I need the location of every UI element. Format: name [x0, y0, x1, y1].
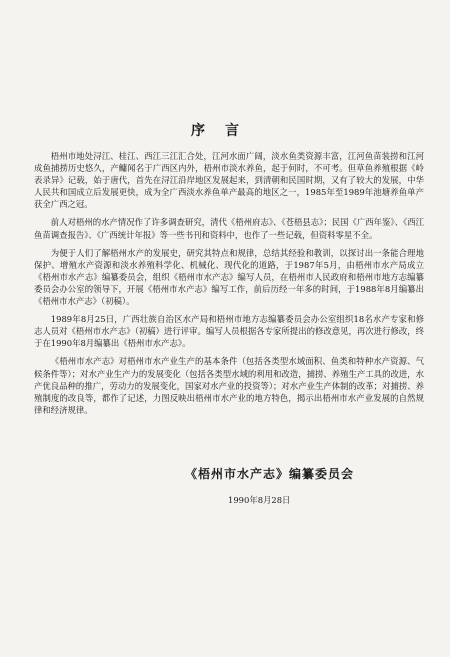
paragraph: 《梧州市水产志》对梧州市水产业生产的基本条件（包括各类型水域面积、鱼类和特种水产资源、气候条件等）；对水产业生产力的发展变化（包括各类型水域的利用和改造，捕捞、养殖生产工具的改进，水产优良品种的推广，劳动力的发展变化，国家对水产业的投资等）；对水产业生产体制的改革；对捕捞、养殖制度的改良等，都作了记述，力图反映出梧州市水产业的地方特色，揭示出梧州市水产业发展的自然规律和经济规律。: [34, 356, 424, 415]
date: 1990年8月28日: [228, 495, 291, 505]
paragraph: 前人对梧州的水产情况作了许多调查研究，清代《梧州府志》、《苍梧县志》；民国《广西年鉴》、《西江鱼苗调查报告》、《广西统计年报》等一些书刊和资料中，也作了一些记载，但资料零星不全。: [34, 217, 424, 240]
preface-body: [34, 150, 424, 422]
page-title: 序言: [191, 123, 259, 139]
paragraph: 1989年8月25日，广西壮族自治区水产局和梧州市地方志编纂委员会办公室组织18名水产专家和修志人员对《梧州市水产志》（初稿）进行评审。编写人员根据各专家所提出的修改意见，再次进行修改，终于在1990年8月编纂出《梧州市水产志》。: [34, 314, 424, 349]
signature: 《梧州市水产志》编纂委员会: [185, 467, 355, 481]
paragraph: 为便于人们了解梧州水产的发展史，研究其特点和规律，总结其经验和教训，以探讨出一条能合理地保护、增殖水产资源和淡水养殖科学化、机械化、现代化的道路，于1987年5月，由梧州市水产局成立《梧州市水产志》编纂委员会，组织《梧州市水产志》编写人员，在梧州市人民政府和梧州市地方志编纂委员会办公室的领导下，开展《梧州市水产志》编写工作，前后历经一年多的时间，于1988年8月编纂出《梧州市水产志》（初稿）。: [34, 247, 424, 307]
paragraph: 梧州市地处浔江、桂江、西江三江汇合处，江河水面广阔，淡水鱼类资源丰富，江河鱼苗装捞和江河成鱼捕捞历史悠久，产鳙闻名于广西区内外，梧州市淡水养鱼，起于何时，不可考。但草鱼养殖根据《岭表录异》记载，始于唐代，首先在浔江沿岸地区发展起来，到清朝和民国时期，又有了较大的发展，中华人民共和国成立后发展更快，成为全广西淡水养鱼单产最高的地区之一，1985年至1989年池塘养鱼单产获全广西之冠。: [34, 151, 424, 210]
